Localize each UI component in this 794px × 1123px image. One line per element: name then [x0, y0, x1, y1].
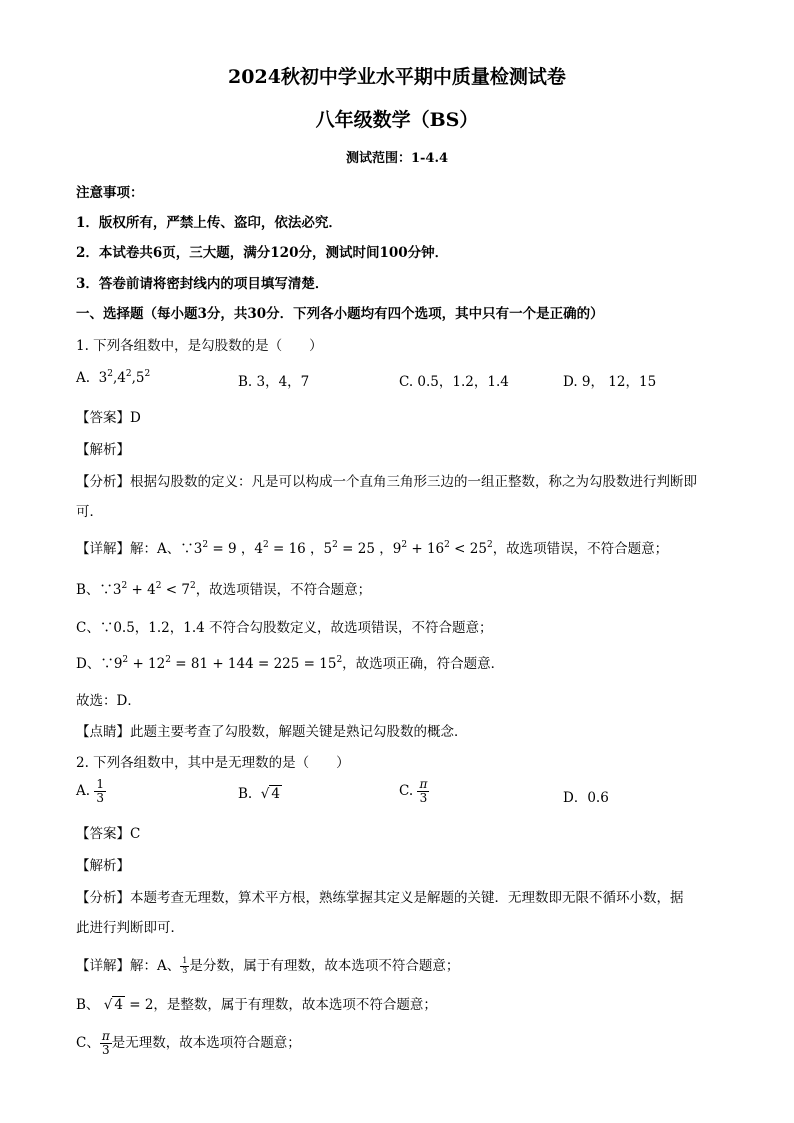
q2-xiangjie-a — [76, 954, 459, 976]
q2-option-c-label: C. — [399, 783, 414, 800]
answer-value: D — [130, 410, 141, 426]
q1-option-a-math: $3^2,4^2,5^2$ — [94, 369, 151, 386]
q2-option-b — [238, 786, 282, 802]
q2-option-d: D．0.6 — [563, 790, 609, 806]
xiangjie-a-suffix: ，故选项错误，不符合题意； — [492, 541, 669, 557]
q2-option-c — [399, 778, 429, 805]
q1-xiangjie-b — [76, 578, 371, 598]
dianjing-tag: 【点睛】 — [76, 724, 130, 740]
notice-item-3: 3．答卷前请将密封线内的项目填写清楚． — [76, 276, 329, 292]
xiangjie-a-suffix: 是分数，属于有理数，故本选项不符合题意； — [189, 958, 460, 974]
c-fraction: $\frac{\pi}{3}$ — [101, 1029, 110, 1058]
answer-value: C — [130, 826, 141, 842]
q1-option-b: B. 3，4，7 — [238, 374, 310, 390]
fenxi-tag: 【分析】 — [76, 474, 130, 490]
q2-option-a-fraction: $\frac{1}{3}$ — [96, 777, 104, 806]
q1-analysis-tag: 【解析】 — [76, 442, 130, 458]
d-suffix: ，故选项正确，符合题意． — [342, 656, 505, 672]
q2-analysis-tag: 【解析】 — [76, 858, 130, 874]
q2-option-a — [76, 778, 106, 805]
q1-option-d: D. 9， 12，15 — [563, 374, 657, 390]
q1-stem: 1. 下列各组数中，是勾股数的是（ ） — [76, 338, 323, 354]
q1-xiangjie-a — [76, 537, 668, 557]
exam-subtitle: 八年级数学（BS） — [315, 109, 479, 131]
q2-option-b-sqrt: √ 4 — [256, 786, 281, 802]
q1-option-a — [76, 370, 150, 386]
d-prefix: D、∵ — [76, 656, 114, 672]
exam-title: 2024秋初中学业水平期中质量检测试卷 — [228, 66, 566, 88]
b-prefix: B、∵ — [76, 582, 113, 598]
notice-item-1: 1．版权所有，严禁上传、盗印，依法必究． — [76, 215, 342, 231]
b-math: $3^2 + 4^2 < 7^2$ — [112, 581, 196, 598]
q2-option-c-fraction: $\frac{\pi}{3}$ — [419, 777, 428, 806]
q2-xiangjie-b — [76, 993, 437, 1013]
q1-xiangjie-c: C、∵0.5，1.2，1.4 不符合勾股数定义，故选项错误，不符合题意； — [76, 620, 493, 636]
answer-tag: 【答案】 — [76, 410, 130, 426]
xiangjie-tag: 【详解】 — [76, 541, 130, 557]
section1-heading: 一、选择题（每小题3分，共30分．下列各小题均有四个选项，其中只有一个是正确的） — [76, 306, 604, 322]
xiangjie-a-prefix: 解：A、∵ — [130, 541, 194, 557]
xiangjie-a-fraction: $\frac{1}{3}$ — [182, 956, 188, 975]
b-math: √ 4 = 2 — [99, 997, 154, 1013]
d-math: $9^2 + 12^2 = 81 + 144 = 225 = 15^2$ — [113, 655, 343, 672]
q1-xiangjie-d — [76, 652, 504, 672]
q1-choose: 故选：D． — [76, 693, 141, 709]
fenxi-tag: 【分析】 — [76, 890, 130, 906]
q2-fenxi-2: 此进行判断即可． — [76, 920, 184, 936]
xiangjie-a-math: $3^2 = 9$ ，$4^2 = 16$ ，$5^2 = 25$ ，$9^2 + 16^2 < 25^2$ — [193, 540, 493, 557]
fenxi-text: 根据勾股数的定义：凡是可以构成一个直角三角形三边的一组正整数，称之为勾股数进行判断即 — [130, 474, 697, 490]
q2-fenxi-1 — [76, 886, 684, 906]
fenxi-text: 本题考查无理数，算术平方根，熟练掌握其定义是解题的关键．无理数即无限不循环小数，据 — [130, 890, 684, 906]
q2-answer — [76, 822, 140, 842]
q1-fenxi-2: 可． — [76, 504, 103, 520]
q1-option-c: C. 0.5，1.2，1.4 — [399, 374, 509, 390]
xiangjie-a-prefix: 解：A、 — [130, 958, 181, 974]
q2-stem: 2. 下列各组数中，其中是无理数的是（ ） — [76, 755, 350, 771]
q1-dianjing — [76, 720, 468, 740]
q2-option-b-label: B. — [238, 786, 253, 802]
q1-fenxi-1 — [76, 470, 697, 490]
c-prefix: C、 — [76, 1035, 100, 1052]
q1-answer — [76, 406, 141, 426]
q1-option-a-label: A. — [76, 370, 91, 386]
exam-scope: 测试范围：1-4.4 — [345, 151, 449, 166]
c-suffix: 是无理数，故本选项符合题意； — [111, 1035, 301, 1052]
q2-xiangjie-c — [76, 1030, 301, 1057]
answer-tag: 【答案】 — [76, 826, 130, 842]
b-suffix: ，是整数，属于有理数，故本选项不符合题意； — [153, 997, 437, 1013]
b-suffix: ，故选项错误，不符合题意； — [195, 582, 372, 598]
notice-item-2: 2．本试卷共6页，三大题，满分120分，测试时间100分钟． — [76, 245, 449, 261]
b-prefix: B、 — [76, 997, 100, 1013]
dianjing-text: 此题主要考查了勾股数，解题关键是熟记勾股数的概念． — [130, 724, 468, 740]
q2-option-a-label: A. — [76, 783, 91, 800]
notice-heading: 注意事项： — [76, 185, 144, 201]
xiangjie-tag: 【详解】 — [76, 958, 130, 974]
